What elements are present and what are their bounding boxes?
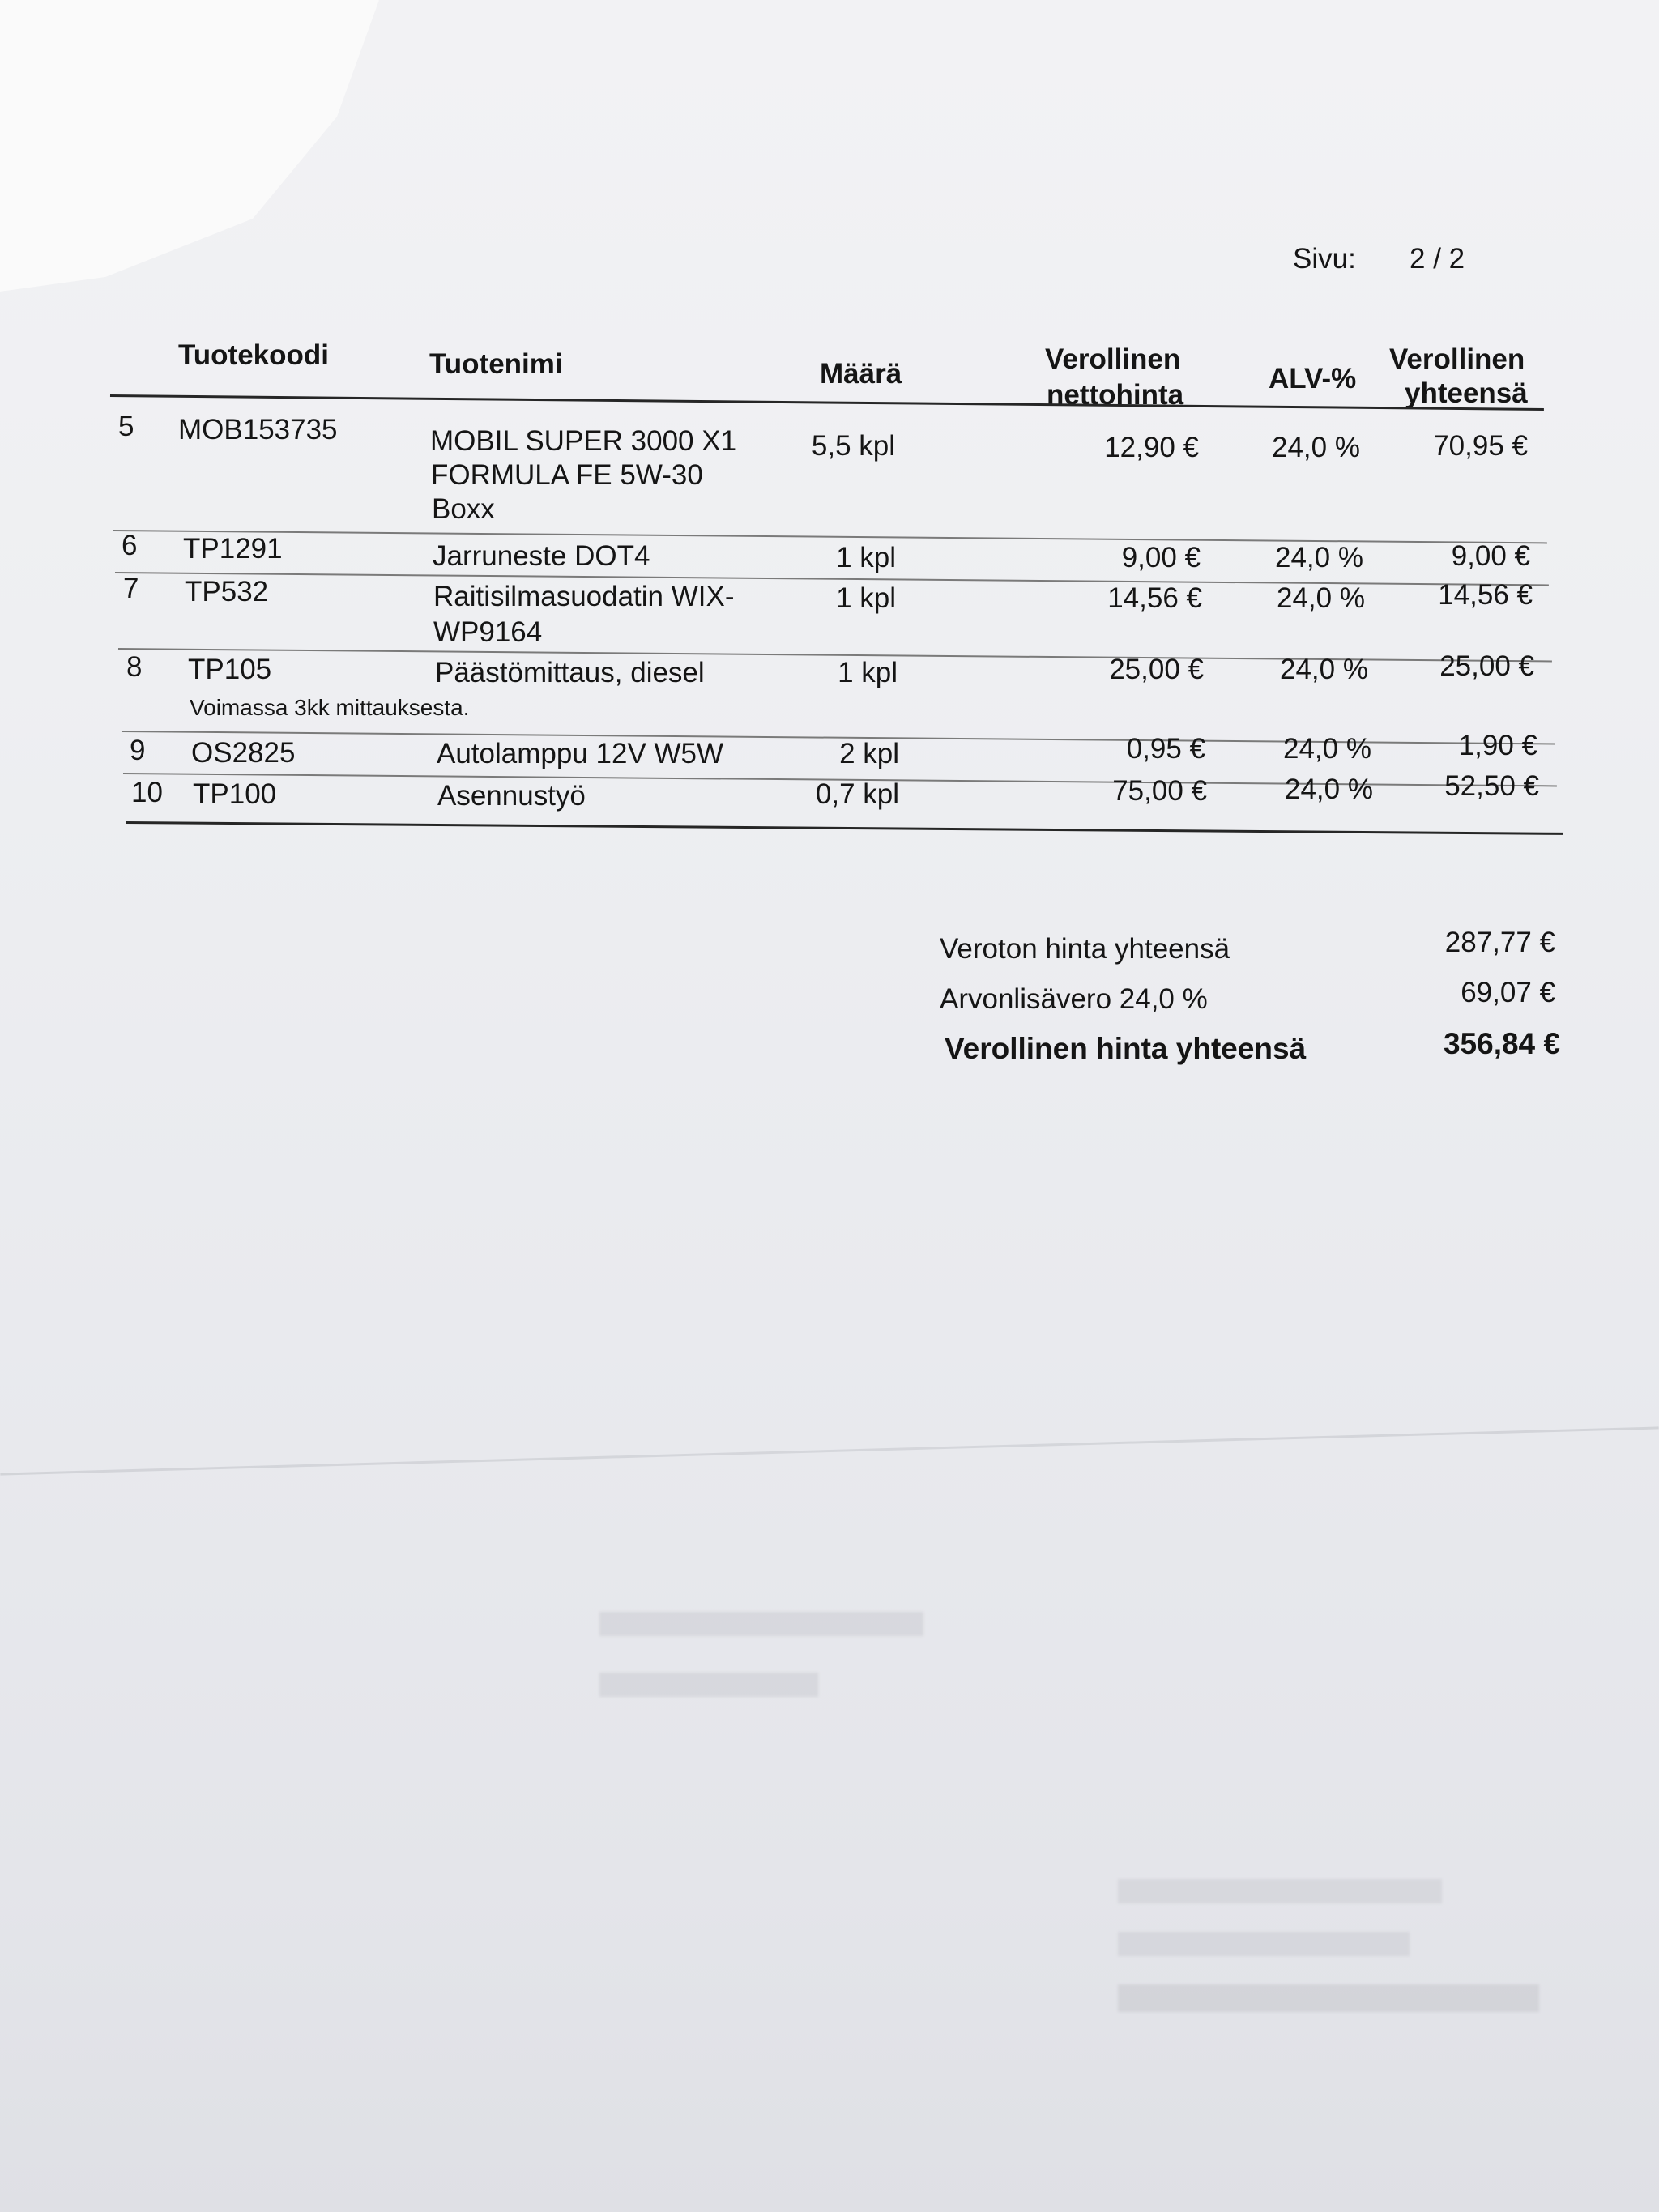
vat-rate: 24,0 % [1285,774,1373,805]
row-number: 10 [131,777,163,808]
unit-price: 14,56 € [1107,582,1202,614]
quantity: 0,7 kpl [815,778,899,810]
gross-total-value: 356,84 € [1443,1027,1560,1060]
product-name: Autolamppu 12V W5W [437,738,724,769]
header-vat: ALV-% [1269,363,1357,394]
folded-corner-sheet [0,0,421,292]
show-through-mark [1118,1984,1539,2012]
vat-rate: 24,0 % [1275,542,1363,573]
vat-total-value: 69,07 € [1461,977,1555,1008]
product-name: FORMULA FE 5W-30 [431,459,703,491]
header-rule [110,394,1544,411]
gross-total-row [940,1027,1560,1076]
product-code: OS2825 [191,737,296,769]
vat-total-row [940,978,1555,1027]
row-total: 70,95 € [1433,430,1528,462]
unit-price: 75,00 € [1112,775,1207,807]
header-net-price-line1: Verollinen [1045,343,1181,375]
header-total-line1: Verollinen [1389,343,1525,375]
net-total-row [940,927,1555,978]
row-total: 25,00 € [1439,650,1534,682]
show-through-mark [599,1673,818,1697]
header-net-price-line2: nettohinta [1047,379,1184,411]
net-total-label: Veroton hinta yhteensä [940,933,1230,965]
header-qty: Määrä [820,358,902,390]
paper-fold [0,1426,1658,1475]
row-note: Voimassa 3kk mittauksesta. [190,695,470,720]
product-name: MOBIL SUPER 3000 X1 [430,425,737,457]
vat-total-label: Arvonlisävero 24,0 % [940,983,1208,1015]
quantity: 1 kpl [838,657,898,688]
product-code: TP100 [193,778,277,810]
quantity: 1 kpl [836,542,896,573]
net-total-value: 287,77 € [1444,927,1555,958]
vat-rate: 24,0 % [1283,733,1371,765]
unit-price: 12,90 € [1104,432,1199,463]
row-number: 9 [130,735,146,766]
product-code: TP105 [188,654,272,685]
quantity: 2 kpl [839,738,899,769]
product-name: Jarruneste DOT4 [433,540,650,572]
show-through-mark [1118,1932,1410,1956]
row-total: 9,00 € [1451,540,1530,572]
table-bottom-rule [126,821,1563,835]
product-code: MOB153735 [178,414,338,445]
gross-total-label: Verollinen hinta yhteensä [945,1032,1307,1065]
row-total: 52,50 € [1444,770,1539,802]
vat-rate: 24,0 % [1277,582,1365,614]
row-number: 7 [123,573,139,604]
show-through-mark [599,1612,923,1636]
vat-rate: 24,0 % [1272,432,1360,463]
show-through-mark [1118,1879,1442,1903]
totals-block [940,927,1560,1076]
header-total-line2: yhteensä [1405,377,1528,409]
row-number: 8 [126,651,143,683]
product-code: TP532 [185,576,269,607]
product-name: WP9164 [433,616,543,648]
product-name: Boxx [432,493,495,525]
page-label: Sivu: [1293,243,1356,275]
header-code: Tuotekoodi [178,339,329,371]
header-name: Tuotenimi [429,348,563,380]
unit-price: 9,00 € [1121,542,1201,573]
vat-rate: 24,0 % [1280,654,1368,685]
product-name: Päästömittaus, diesel [435,657,705,688]
product-code: TP1291 [183,533,283,565]
row-total: 14,56 € [1438,579,1533,611]
unit-price: 25,00 € [1109,654,1204,685]
quantity: 5,5 kpl [811,430,895,462]
row-total: 1,90 € [1458,730,1537,761]
row-number: 6 [122,530,138,561]
product-name: Raitisilmasuodatin WIX- [433,581,735,612]
row-number: 5 [118,411,134,442]
quantity: 1 kpl [836,582,896,614]
product-name: Asennustyö [437,780,586,812]
page-number: 2 / 2 [1410,243,1465,275]
unit-price: 0,95 € [1126,733,1205,765]
